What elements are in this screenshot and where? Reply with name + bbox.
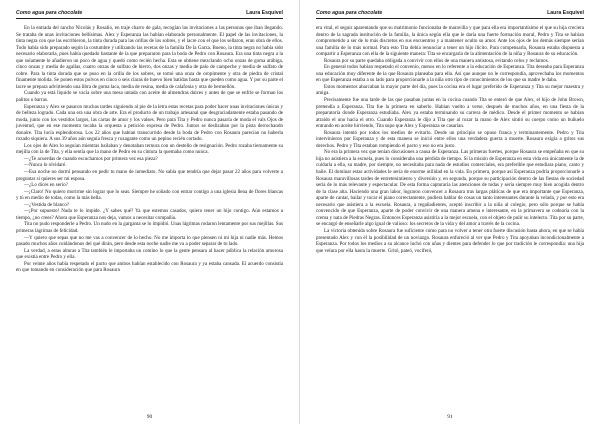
dialogue-line: —Nunca lo olvidaré. [24, 162, 67, 169]
paragraph: Rosaura intentó por todos los medios de evitarlo. Desde un principio se opuso franca y terminantemente. Pedro y Tita intervinieron por Esperanza y de esta manera se inició entre ellos una verdadera guerra a muerte. Rosaura exigía a gritos sus derechos. Pedro y Tita estaban rompiendo el pacto y eso no era justo. [316, 129, 584, 149]
paragraph: Cuando ya está líquido se vacía sobre una mesa untada con aceite de almendras dulces y antes de que se enfríe se forman los palitos o barras. [16, 90, 283, 104]
book-author: Laura Esquivel [246, 10, 283, 16]
paragraph: Por veinte años había respetado el pacto que ambos habían establecido con Rosaura y ya estaba cansada. El acuerdo consistía en que tomando en consideración que para Rosaura [16, 260, 283, 274]
dialogue-line: —Esa noche no dormí pensando en pedir tu mano de inmediato. No sabía que tendría que dejar pasar 22 años para volverte a preguntar si quieres ser mi esposa. [16, 169, 283, 182]
paragraph: No era la primera vez que tenían discusiones a causa de Esperanza. Las primeras fuertes, porque Rosaura se empeñaba en que su hija no asistiera a la escuela, pues lo consideraba una pérdida de tiempo. Si la misión de Esperanza en esta vida era únicamente la de cuidarla a ella, su madre, por siempre, no necesitaba para nada de estudios comerciales, era preferible que estudiara piano, canto y baile. El dominar estas actividades le sería de enorme utilidad en la vida. En primera, porque así Esperanza podría proporcionarle a Rosaura maravillosas tardes de entretenimiento y diversión y, en segunda, porque su participación dentro de las fiestas de sociedad sería de lo más relevante y espectacular. De esta forma capturaría las atenciones de todas y sería siempre muy bien acogida dentro de la clase alta. Haciendo una gran labor, lograron convencer a Rosaura tras largas pláticas de que era importante que Esperanza, aparte de cantar, bailar y tocar el piano correctamente, pudiera hablar de cosas un tanto interesantes durante la velada, y por esto era necesario que asistiera a la escuela. Rosaura, a regañadientes, aceptó inscribir a la niña al colegio, pero sólo porque se había convencido de que Esperanza, aparte de poder convivir de una manera amena e interesante, en la primavera se codearía con la crema y nata de Piedras Negras. Entonces Esperanza asistiría a la mejor escuela, con el objeto de pulir su intelecto. Tita por su parte, se encargó de enseñarle algo igual de valioso: los secretos de la vida y del amor a través de la cocina. [316, 149, 584, 228]
paragraph: Rosaura por su parte quedaba obligada a convivir con ellos de una manera amistosa, evitando celos y reclamos. [324, 57, 549, 64]
paragraph: La victoria obtenida sobre Rosaura fue suficiente como para no volver a tener otra fuerte discusión hasta ahora, en que se había presentado Alex y con él la posibilidad de un noviazgo. Rosaura enfureció al ver que Pedro y Tita apoyaban incondicionalmente a Esperanza. Por todos los medios a su alcance luchó con uñas y dientes para defender lo que por tradición le correspondía: una hija que velara por ella hasta la muerte. Gritó, pateó, vociferó, [316, 227, 584, 254]
paragraph: Precisamente fue una tarde de las que pasaban juntas en la cocina cuando Tita se enteró de que Alex, el hijo de John Brown, pretendía a Esperanza. Tita fue la primera en saberlo. Habían vuelto a verse, después de muchos años, en una fiesta de la preparatoria donde Esperanza estudiaba. Alex ya estaba terminando su carrera de médico. Desde el primer momento se habían atraído el uno hacia el otro. Cuando Esperanza le dijo a Tita que al rozar la mano de Alex sintió su cuerpo como un buñuelo entrando en aceite hirviendo, Tita supo que Alex y Esperanza se casarían. [316, 97, 584, 130]
dialogue-line: —¡Claro! No quiero morirme sin lograr que lo seas. Siempre he soñado con entrar contigo a una iglesia llena de flores blancas y tú en medio de todas, como la más bella. [16, 188, 283, 202]
page-number: 91 [447, 414, 453, 420]
paragraph: En la entrada del rancho Nicolás y Rosalío, en traje charro de gala, recogían las invitaciones a las personas que iban llegando. Se trataba de unas invitaciones bellísimas. Alex y Esperanza las habían elaborado personalmente. El papel de las invitaciones, la tinta negra con que las escribieron, la tinta dorada para las orillas de los sobres, y el lacre con el que los sellaron, eran obra de ellos. Todo había sido preparado según la costumbre y utilizando las recetas de la familia De la Garza. Bueno, la tinta negra no había sido necesario elaborarla, pues había quedado bastante de la que prepararon para la boda de Pedro con Rosaura. Era una tinta negra a la que solamente le añadieron un poco de agua y quedó como recién hecha. Esta se obtiene mezclando ocho onzas de goma arábiga, cinco onzas y media de agallas, cuatro onzas de sulfato de hierro, dos onzas y media de palo de campeche y media de sulfato de cobre. Para la tinta dorada que se puso en la orilla de los sobres, se tomó una onza de oropimente y otra de piedra de cristal finamente molida. Se ponen estos polvos en cinco o seis claras de huevo bien batidas hasta que queden como agua. Y por su parte el lacre se prepara advirtiendo una libra de goma laca, media de resina, media de calafonia y otra de bermellón. [16, 25, 283, 90]
right-page-header [316, 10, 584, 19]
right-page [300, 0, 600, 424]
paragraph: Estos momentos abarcaban la mayor parte del día, pues la cocina era el lugar preferido de Esperanza y Tita su mejor maestra y amiga. [316, 83, 584, 97]
paragraph: Esperanza y Alex se pasaron muchas tardes siguiendo al pie de la letra estas recetas para poder hacer unas invitaciones únicas y de belleza logrado. Cada una era una obra de arte. Era el producto de un trabajo artesanal que desgraciadamente estaba pasando de moda, junto con los vestidos largos, las cartas de amor y los valses. Pero para Tita y Pedro nunca pasaría de moda el vals Ojos de juventud, que en ese momento tocaba la orquesta a petición expresa de Pedro. Juntos se deslizaban por la pista derrochando donaire. Tita lucía esplendorosa. Los 22 años que habían transcurrido desde la boda de Pedro con Rosaura parecían no haberla rozado siquiera. A sus 39 años aún seguía fresca y rozagante como un pepino recién cortado. [16, 103, 283, 143]
left-page-body [16, 25, 283, 274]
dialogue-line: —¿Te acuerdas de cuando escuchamos por primera vez esa pieza? [24, 155, 158, 162]
paragraph: era vital, el seguir aparentando que su matrimonio funcionaba de maravilla y que para ella era importantísimo el que su hija creciera dentro de la sagrada institución de la familia, la única según ella que le daría una fuerte formación moral, Pedro y Tita se habían comprometido a ser de lo más discretos en sus encuentros y a mantener oculto su amor. Ante los ojos de los demás siempre serían una familia de lo más normal. Para esto Tita debía renunciar a tener un hijo ilícito. Para compensarla, Rosaura estaba dispuesta a compartir a Esperanza con ella de la siguiente manera: Tita se encargaría de la alimentación de la niña y Rosaura de su educación. [316, 25, 584, 58]
dialogue-line: —¿Vestida de blanco? [24, 201, 70, 208]
book-title: Como agua para chocolate [316, 10, 383, 16]
dialogue-line: —¿Lo dices en serio? [24, 182, 68, 189]
paragraph: En general todos habían respetado el convenio, menos en lo referente a la educación de Esperanza. Tita deseaba para Esperanza una educación muy diferente de la que Rosaura planeaba para ella. Así que aunque no le correspondía, aprovechaba los momentos en que Esperanza estaba a su lado para proporcionarle a la niña otro tipo de conocimientos de los que su madre le daba. [316, 64, 584, 84]
page-number: 90 [146, 414, 153, 420]
paragraph: Tita no pudo responderle a Pedro. Un nudo en la garganta se lo impidió. Unas lágrimas rodaron lentamente por sus mejillas. Sus primeras lágrimas de felicidad. [16, 221, 283, 234]
paragraph: Los ojos de Alex lo seguían mientras bailaban y denotaban ternura con un destello de resignación. Pedro rozaba tiernamente su mejilla con la de Tita, y ella sentía que la mano de Pedro en su cintura la quemaba como nunca. [16, 142, 283, 156]
dialogue-line: —Y quiero que sepas que no me vas a convencer de lo hecho. No me importa lo que piensen ni mi hija ni nadie más. Hemos pasado muchos años cuidándonos del qué dirán, pero desde esta noche nadie me va a poder separar de tu lado. [16, 234, 283, 248]
right-page-body [316, 25, 584, 254]
left-page-header [16, 10, 283, 19]
book-title: Como agua para chocolate [16, 10, 83, 16]
dialogue-line: —¡Por supuesto! Nada te lo impide. ¿Y sabes qué? Ya que estemos casados, quiero tener un hijo contigo. Aún estamos a tiempo, ¿no crees? Ahora que Esperanza nos deja, vamos a necesitar compañía. [16, 208, 283, 221]
paragraph: La verdad, a estas alturas a Tita también le importaba un comino lo que la gente pensara al hacer pública la relación amorosa que existía entre Pedro y ella. [16, 247, 283, 261]
book-author: Laura Esquivel [547, 10, 584, 16]
